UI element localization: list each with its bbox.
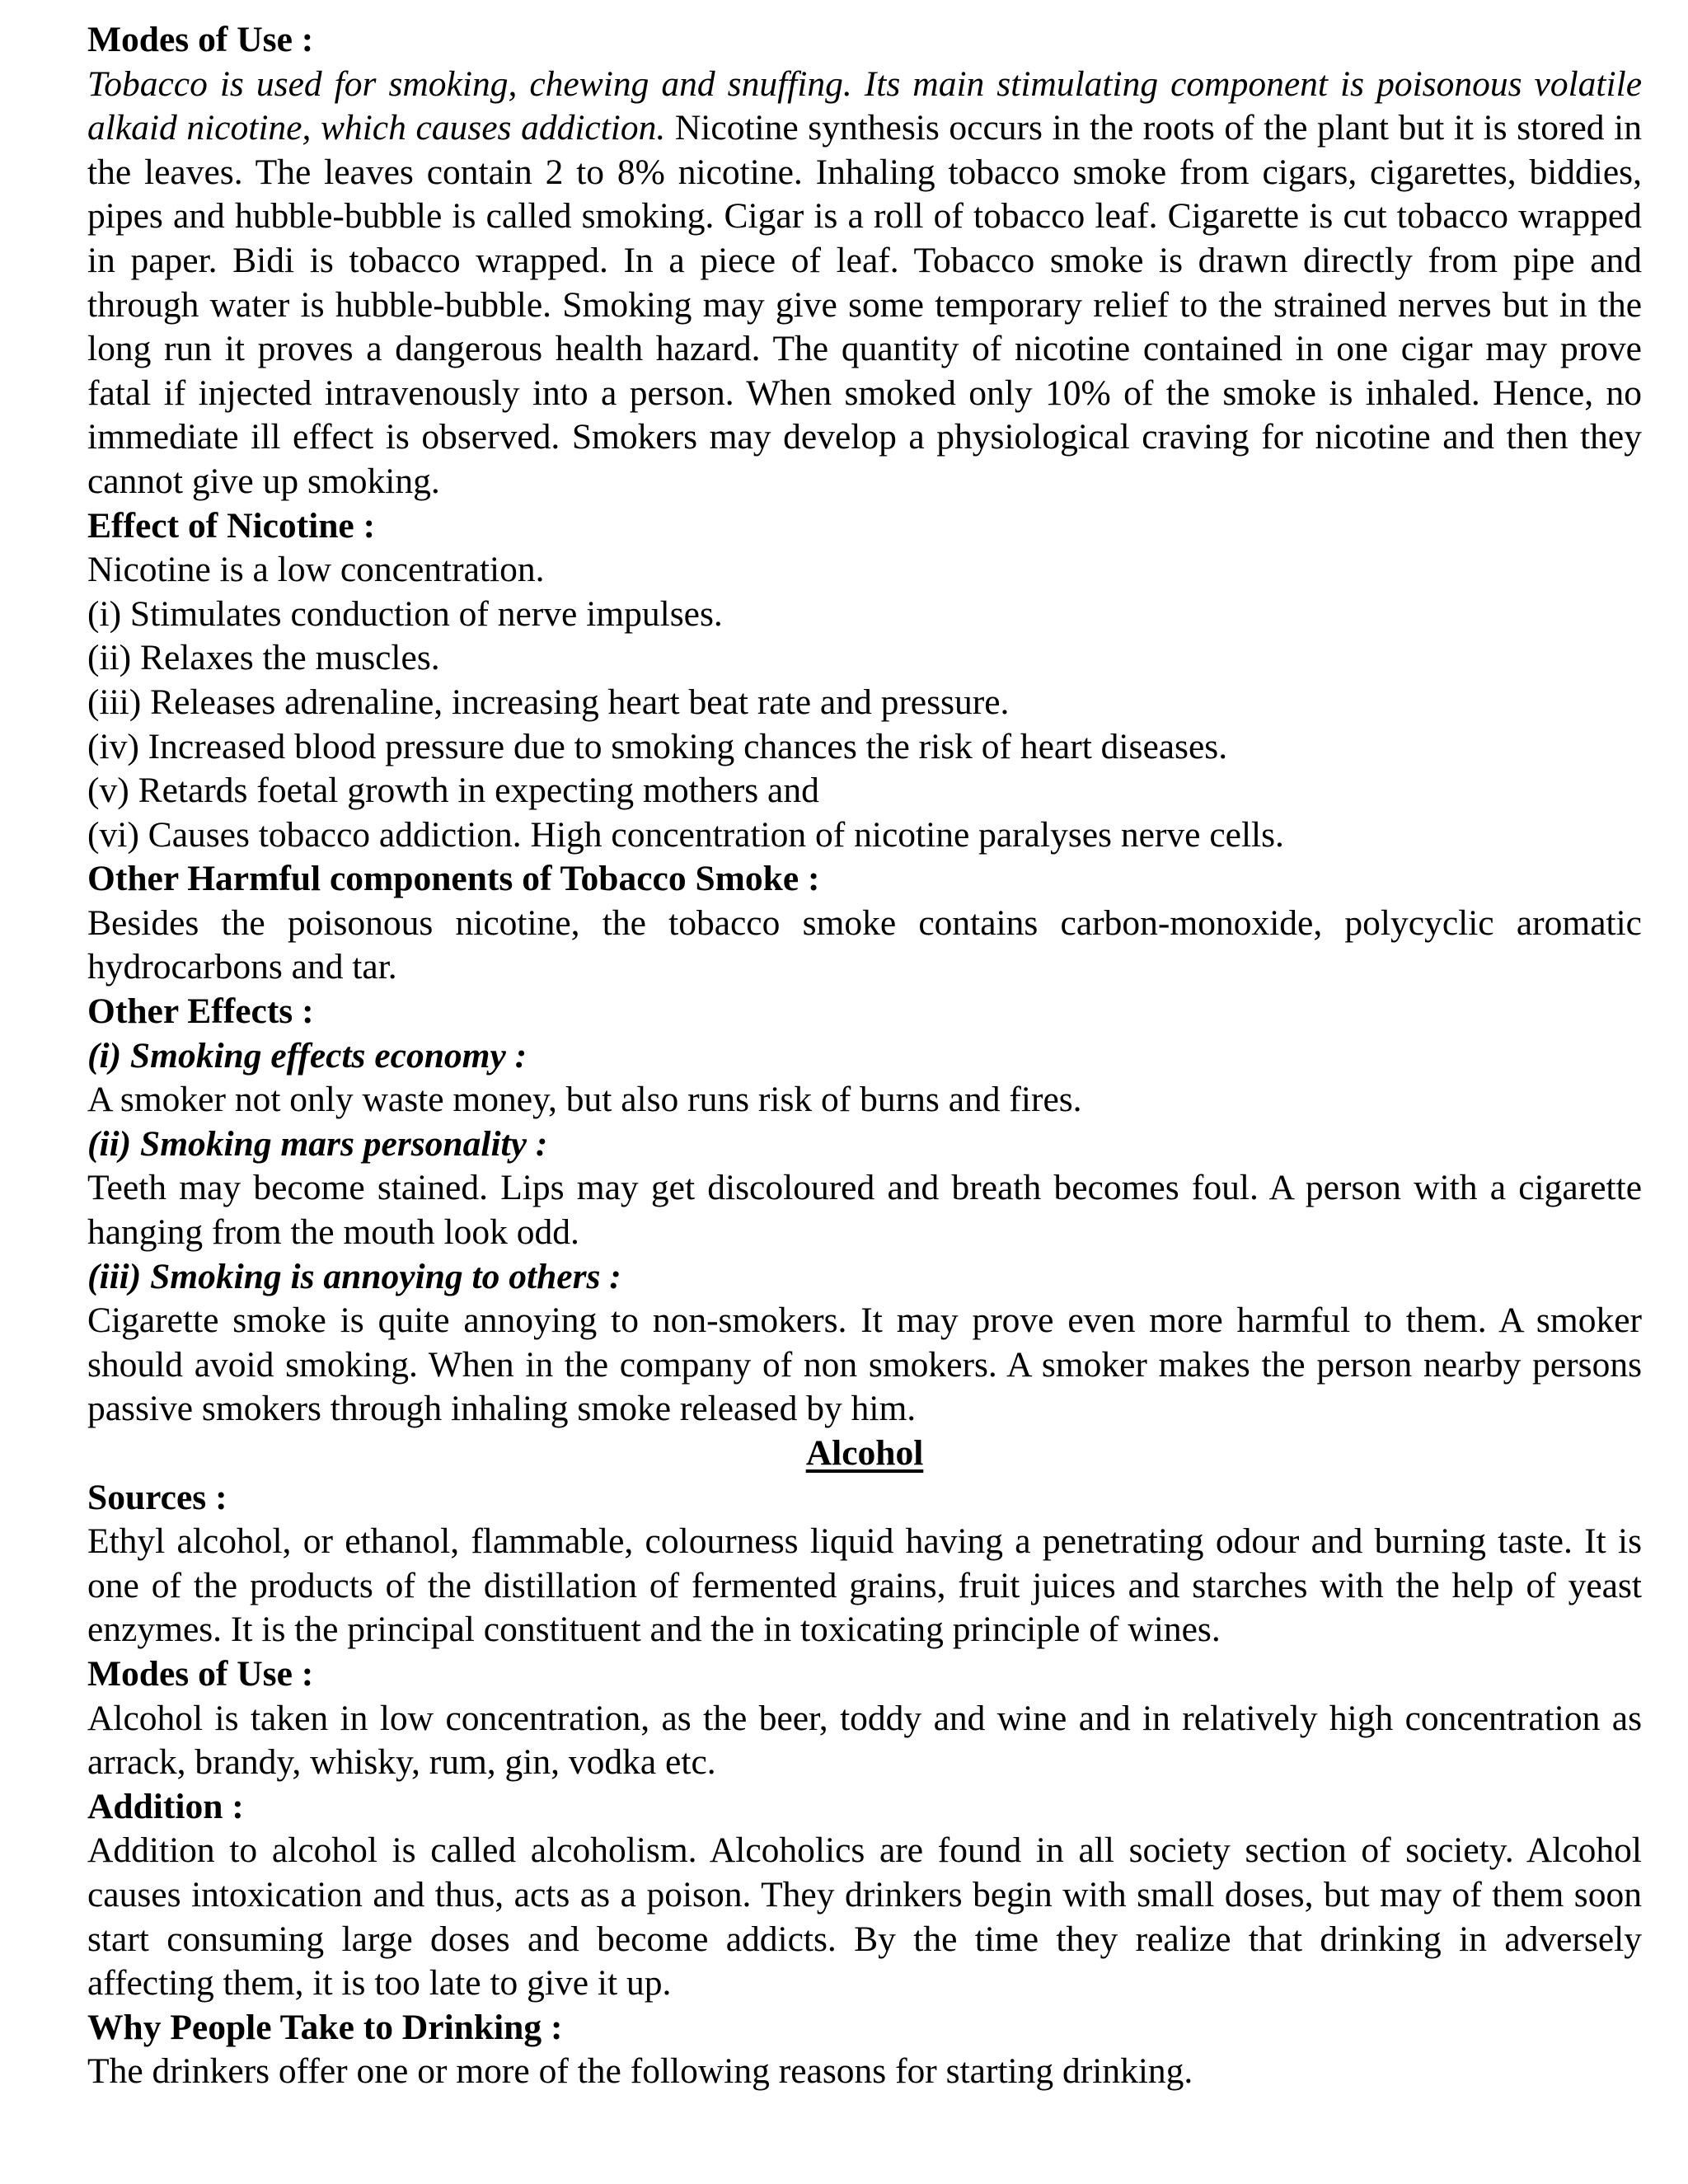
annoying-paragraph: Cigarette smoke is quite annoying to non-smokers. It may prove even more harmful to them. A smoker should avoid smoking. When in the company of non smokers. A smoker makes the person nearby persons passive smokers through inhaling smoke released by him. <box>87 1301 1642 1429</box>
modes-of-use-text: Nicotine synthesis occurs in the roots of the plant but it is stored in the leaves. The leaves contain 2 to 8% nicotine. Inhaling tobacco smoke from cigars, cigarettes, biddies, pipes and hubble-bubble is called smoking. Cigar is a roll of tobacco leaf. Cigarette is cut tobacco wrapped in paper. Bidi is tobacco wrapped. In a piece of leaf. Tobacco smoke is drawn directly from pipe and through water is hubble-bubble. Smoking may give some temporary relief to the strained nerves but in the long run it proves a dangerous health hazard. The quantity of nicotine contained in one cigar may prove fatal if injected intravenously into a person. When smoked only 10% of the smoke is inhaled. Hence, no immediate ill effect is observed. Smokers may develop a physiological craving for nicotine and then they cannot give up smoking. <box>87 108 1642 501</box>
effect-of-nicotine-heading: Effect of Nicotine : <box>87 505 376 546</box>
why-drinking-paragraph: The drinkers offer one or more of the following reasons for starting drinking. <box>87 2051 1193 2092</box>
economy-paragraph: A smoker not only waste money, but also runs risk of burns and fires. <box>87 1080 1082 1120</box>
effect-item: (i) Stimulates conduction of nerve impulses. <box>87 593 723 634</box>
harmful-components-heading: Other Harmful components of Tobacco Smoke : <box>87 859 820 899</box>
economy-subheading: (i) Smoking effects economy : <box>87 1035 528 1076</box>
alcohol-modes-paragraph: Alcohol is taken in low concentration, as the beer, toddy and wine and in relatively high concentration as arrack, brandy, whisky, rum, gin, vodka etc. <box>87 1698 1642 1783</box>
effect-item: (ii) Relaxes the muscles. <box>87 638 440 678</box>
alcohol-modes-heading: Modes of Use : <box>87 1653 314 1694</box>
effect-of-nicotine-intro: Nicotine is a low concentration. <box>87 550 545 590</box>
sources-heading: Sources : <box>87 1477 227 1517</box>
effect-item: (vi) Causes tobacco addiction. High concentration of nicotine paralyses nerve cells. <box>87 814 1284 855</box>
alcohol-title: Alcohol <box>805 1433 924 1473</box>
other-effects-heading: Other Effects : <box>87 991 314 1032</box>
why-drinking-heading: Why People Take to Drinking : <box>87 2007 563 2047</box>
effect-item: (iv) Increased blood pressure due to smoking chances the risk of heart diseases. <box>87 726 1228 766</box>
personality-subheading: (ii) Smoking mars personality : <box>87 1123 548 1164</box>
effect-item: (iii) Releases adrenaline, increasing heart beat rate and pressure. <box>87 682 1010 722</box>
harmful-components-paragraph: Besides the poisonous nicotine, the tobacco smoke contains carbon-monoxide, polycyclic aromatic hydrocarbons and tar. <box>87 902 1642 987</box>
modes-of-use-heading: Modes of Use : <box>87 20 314 59</box>
modes-of-use-paragraph <box>87 63 1642 504</box>
addition-heading: Addition : <box>87 1786 244 1826</box>
annoying-subheading: (iii) Smoking is annoying to others : <box>87 1256 621 1296</box>
modes-of-use-italic-text: Tobacco is used for smoking, chewing and snuffing. Its main stimulating component is poisonous volatile alkaid nicotine, which causes addiction. <box>87 63 1642 148</box>
sources-paragraph: Ethyl alcohol, or ethanol, flammable, colourness liquid having a penetrating odour and burning taste. It is one of the products of the distillation of fermented grains, fruit juices and starches with the help of yeast enzymes. It is the principal constituent and the in toxicating principle of wines. <box>87 1521 1642 1650</box>
effect-item: (v) Retards foetal growth in expecting mothers and <box>87 771 819 811</box>
addition-paragraph: Addition to alcohol is called alcoholism. Alcoholics are found in all society section of society. Alcohol causes intoxication and thus, acts as a poison. They drinkers begin with small doses, but may of them soon start consuming large doses and become addicts. By the time they realize that drinking in adversely affecting them, it is too late to give it up. <box>87 1830 1642 2004</box>
personality-paragraph: Teeth may become stained. Lips may get discoloured and breath becomes foul. A person with a cigarette hanging from the mouth look odd. <box>87 1168 1642 1253</box>
document-page <box>87 18 1642 2094</box>
